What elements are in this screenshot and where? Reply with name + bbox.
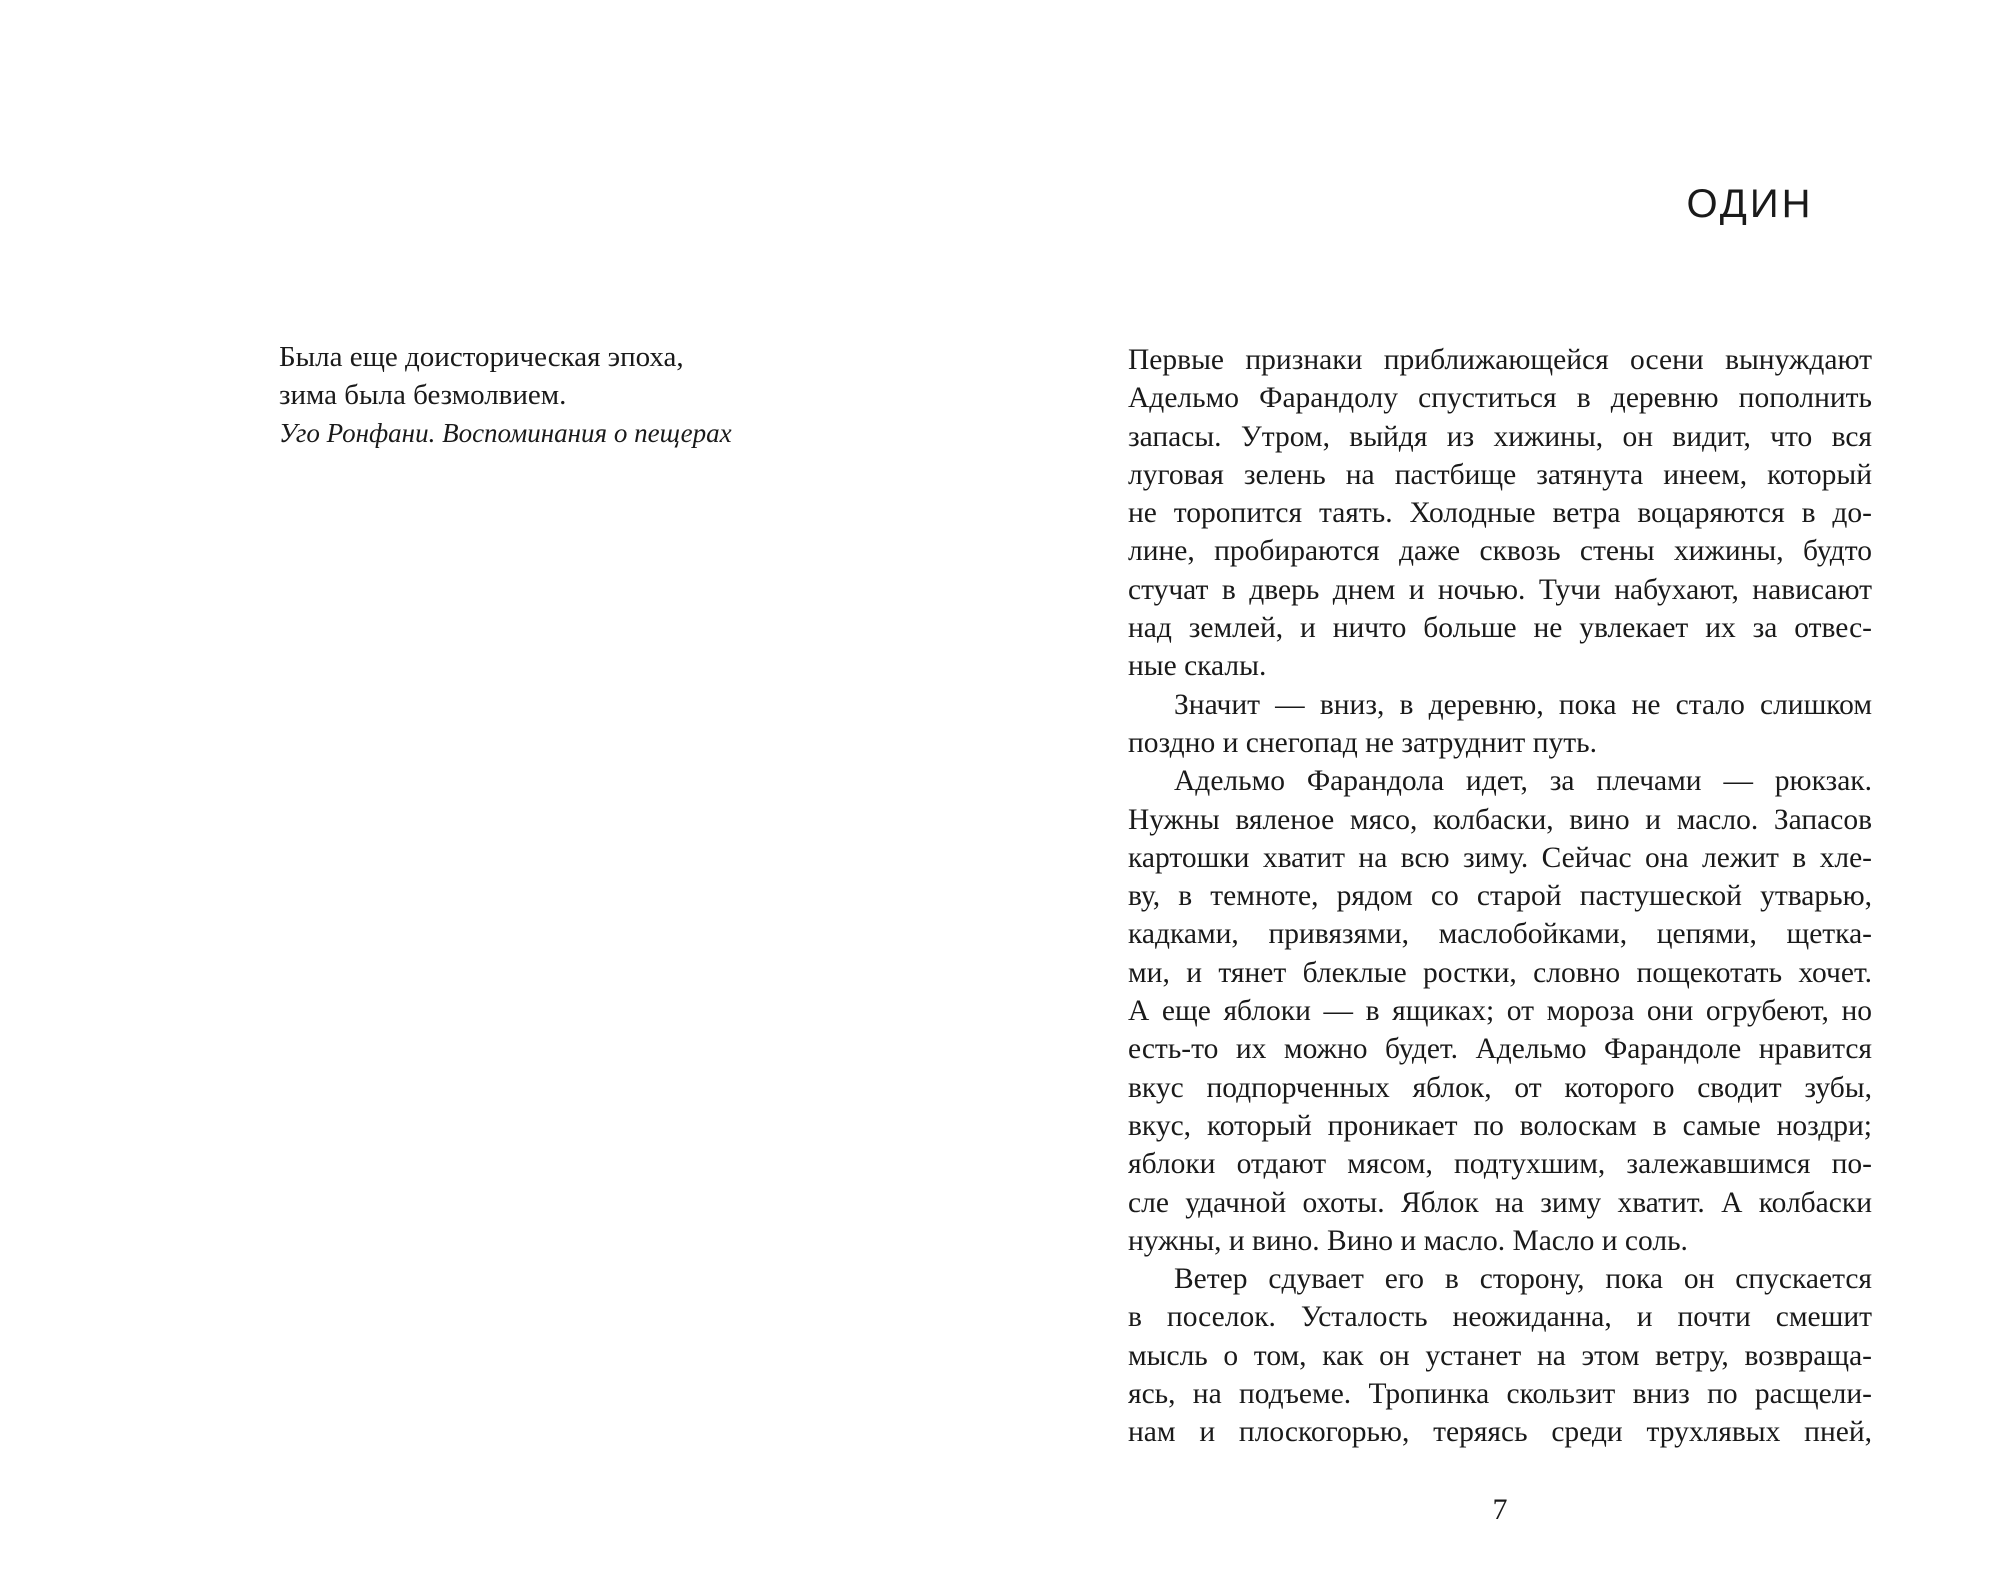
chapter-title	[1000, 181, 2000, 227]
chapter-body	[1128, 341, 1872, 1452]
paragraph-line: стучат в дверь днем и ночью. Тучи набухают, нависают	[1128, 573, 1872, 606]
paragraph	[1128, 762, 1872, 1260]
paragraph-line: нам и плоскогорью, теряясь среди трухлявых пней,	[1128, 1416, 1872, 1449]
right-page	[1000, 0, 2000, 1575]
paragraph-line: поздно и снегопад не затруднит путь.	[1128, 726, 1597, 759]
paragraph-line: луговая зелень на пастбище затянута инеем, который	[1128, 458, 1872, 491]
page-number-text: 7	[1492, 1493, 1508, 1526]
epigraph-source: Уго Ронфани. Воспоминания о пещерах	[279, 418, 732, 448]
paragraph-line: кадками, привязями, маслобойками, цепями, щетка-	[1128, 918, 1872, 951]
paragraph-line: вкус подпорченных яблок, от которого сводит зубы,	[1128, 1071, 1872, 1104]
paragraph-line: Первые признаки приближающейся осени вынуждают	[1128, 344, 1872, 376]
paragraph-line: ми, и тянет блеклые ростки, словно пощекотать хочет.	[1128, 956, 1872, 989]
paragraph-line: ные скалы.	[1128, 650, 1267, 683]
chapter-title-text: ОДИН	[1686, 182, 1814, 226]
epigraph-line: зима была безмолвием.	[279, 379, 567, 411]
paragraph-line: запасы. Утром, выйдя из хижины, он видит, что вся	[1128, 420, 1872, 453]
epigraph-line: Была еще доисторическая эпоха,	[279, 341, 684, 373]
paragraph-line: в поселок. Усталость неожиданна, и почти смешит	[1128, 1301, 1872, 1334]
paragraph-line: картошки хватит на всю зиму. Сейчас она лежит в хле-	[1128, 841, 1872, 874]
paragraph	[1128, 1260, 1872, 1451]
paragraph-line: А еще яблоки — в ящиках; от мороза они огрубеют, но	[1128, 995, 1872, 1028]
paragraph-line: ясь, на подъеме. Тропинка скользит вниз по расщели-	[1128, 1378, 1872, 1411]
epigraph	[279, 338, 839, 452]
paragraph-line: вкус, который проникает по волоскам в самые ноздри;	[1128, 1109, 1872, 1142]
paragraph-line: не торопится таять. Холодные ветра воцаряются в до-	[1128, 497, 1872, 530]
paragraph-line: нужны, и вино. Вино и масло. Масло и соль.	[1128, 1224, 1688, 1257]
paragraph-line: лине, пробираются даже сквозь стены хижины, будто	[1128, 535, 1872, 568]
paragraph-line: есть-то их можно будет. Адельмо Фарандоле нравится	[1128, 1033, 1872, 1066]
paragraph-line: над землей, и ничто больше не увлекает их за отвес-	[1128, 612, 1872, 645]
paragraph-line: Ветер сдувает его в сторону, пока он спускается	[1174, 1263, 1872, 1296]
paragraph-line: яблоки отдают мясом, подтухшим, залежавшимся по-	[1128, 1148, 1872, 1181]
page-number	[1000, 1492, 2000, 1528]
paragraph-line: ву, в темноте, рядом со старой пастушеской утварью,	[1128, 880, 1872, 913]
paragraph-line: Адельмо Фарандолу спуститься в деревню пополнить	[1128, 382, 1872, 415]
paragraph	[1128, 686, 1872, 763]
paragraph	[1128, 341, 1872, 686]
paragraph-line: Нужны вяленое мясо, колбаски, вино и масло. Запасов	[1128, 803, 1872, 836]
paragraph-line: мысль о том, как он устанет на этом ветру, возвраща-	[1128, 1339, 1872, 1372]
paragraph-line: Адельмо Фарандола идет, за плечами — рюкзак.	[1174, 765, 1872, 798]
paragraph-line: Значит — вниз, в деревню, пока не стало слишком	[1174, 688, 1872, 721]
paragraph-line: сле удачной охоты. Яблок на зиму хватит. А колбаски	[1128, 1186, 1872, 1219]
